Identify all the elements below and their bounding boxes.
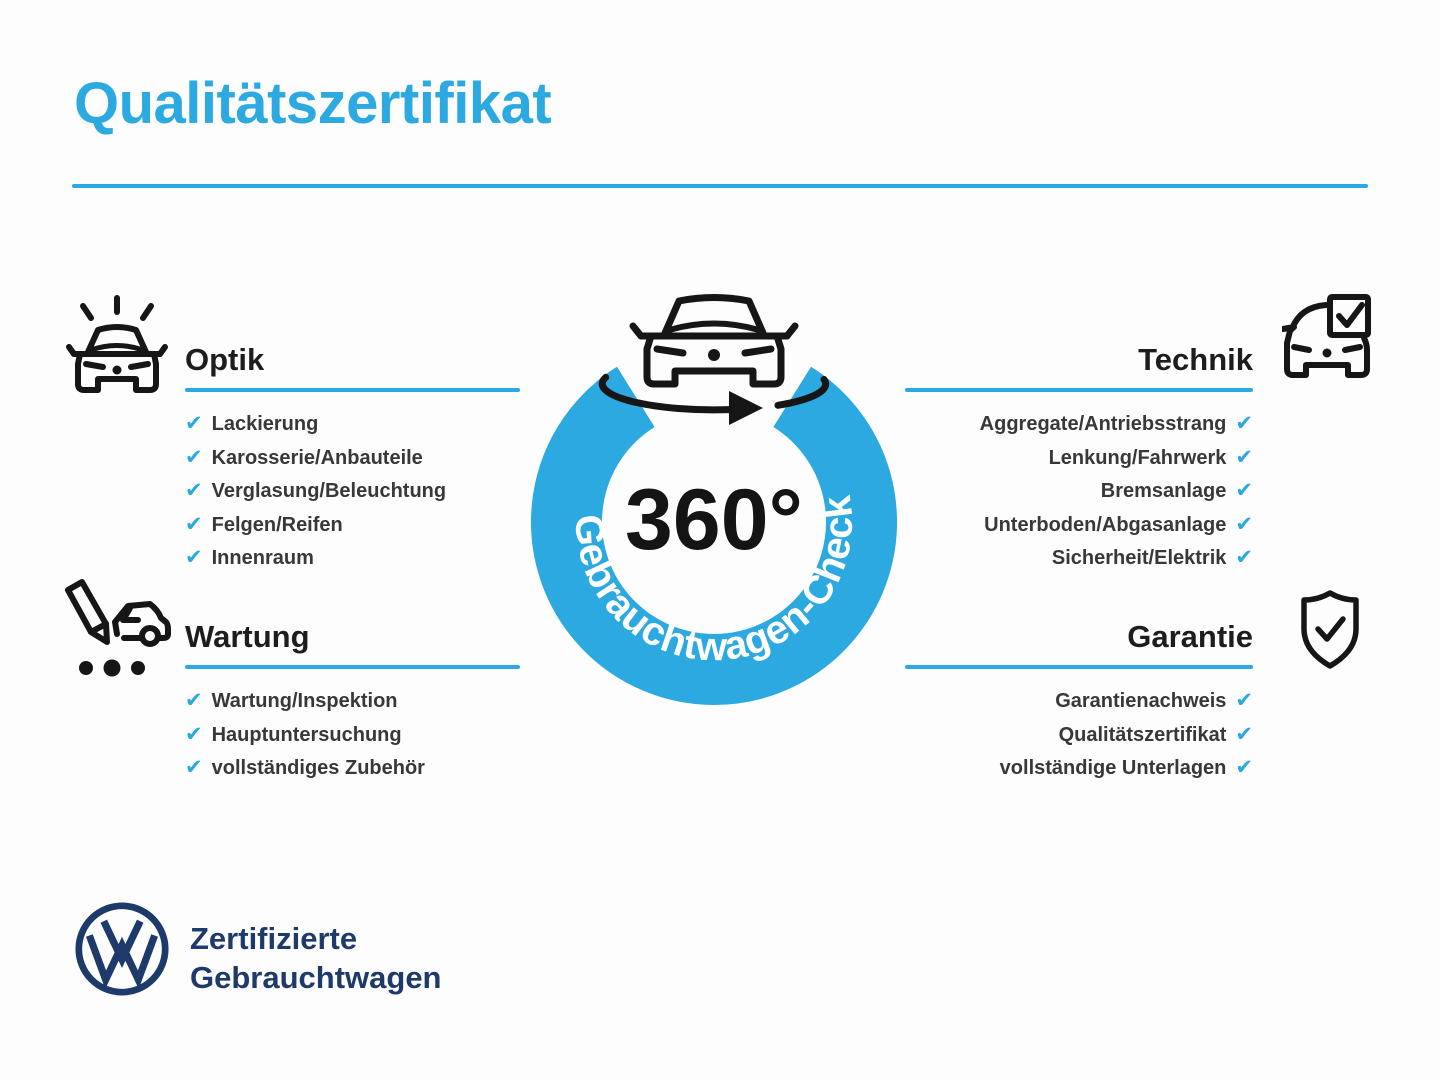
checklist-garantie (905, 685, 1253, 786)
checklist-item (185, 719, 520, 753)
check-icon: ✔ (1235, 755, 1253, 780)
section-title-technik: Technik (1138, 342, 1253, 377)
checklist-item-label: Verglasung/Beleuchtung (211, 480, 447, 503)
checklist-item (905, 442, 1253, 476)
shield-check-icon (1297, 589, 1363, 671)
checklist-item-label: Bremsanlage (1100, 480, 1227, 503)
check-icon: ✔ (1235, 688, 1253, 713)
section-divider (905, 388, 1253, 392)
checklist-item (905, 509, 1253, 543)
checklist-item-label: Wartung/Inspektion (211, 690, 398, 713)
section-garantie (905, 615, 1253, 786)
checklist-item-label: Sicherheit/Elektrik (1051, 547, 1227, 570)
checklist-item (185, 442, 520, 476)
car-checkbox-icon (1282, 294, 1374, 394)
360-check-badge (479, 287, 949, 757)
check-icon: ✔ (1235, 721, 1253, 746)
checklist-item-label: Lenkung/Fahrwerk (1048, 446, 1227, 469)
checklist-item (905, 475, 1253, 509)
section-optik (185, 338, 520, 576)
checklist-item (905, 685, 1253, 719)
service-pencil-car-icon (62, 576, 176, 682)
checklist-item (185, 408, 520, 442)
check-icon: ✔ (185, 411, 203, 436)
check-icon: ✔ (185, 721, 203, 746)
checklist-item-label: Innenraum (211, 547, 314, 570)
checklist-item-label: Karosserie/Anbauteile (211, 446, 423, 469)
checklist-item (905, 408, 1253, 442)
check-icon: ✔ (185, 545, 203, 570)
check-icon: ✔ (185, 755, 203, 780)
checklist-item-label: Hauptuntersuchung (211, 723, 402, 746)
checklist-optik (185, 408, 520, 576)
section-divider (185, 665, 520, 669)
check-icon: ✔ (185, 688, 203, 713)
checklist-item (185, 752, 520, 786)
checklist-item-label: vollständige Unterlagen (999, 757, 1227, 780)
checklist-item (185, 685, 520, 719)
checklist-item-label: Lackierung (211, 413, 319, 436)
checklist-item-label: Garantienachweis (1055, 690, 1227, 713)
page-title: Qualitätszertifikat (74, 71, 552, 136)
checklist-item-label: Felgen/Reifen (211, 513, 343, 536)
checklist-item (905, 542, 1253, 576)
brand-line-2: Gebrauchtwagen (190, 960, 442, 995)
ring-label: Gebrauchtwagen-Check (566, 492, 862, 670)
checklist-item-label: Unterboden/Abgasanlage (984, 513, 1227, 536)
check-icon: ✔ (1235, 545, 1253, 570)
section-divider (905, 665, 1253, 669)
vw-logo-icon (74, 901, 170, 997)
checklist-item-label: Qualitätszertifikat (1058, 723, 1227, 746)
brand-line-1: Zertifizierte (190, 921, 358, 956)
title-divider (72, 184, 1368, 188)
checklist-item (185, 542, 520, 576)
brand-wordmark (190, 919, 442, 997)
checklist-item-label: Aggregate/Antriebsstrang (979, 413, 1227, 436)
checklist-item-label: vollständiges Zubehör (211, 757, 425, 780)
section-divider (185, 388, 520, 392)
section-title-garantie: Garantie (1127, 619, 1253, 654)
checklist-wartung (185, 685, 520, 786)
checklist-item (905, 719, 1253, 753)
section-title-wartung: Wartung (185, 619, 310, 654)
section-title-optik: Optik (185, 342, 265, 377)
checklist-item (185, 475, 520, 509)
section-wartung (185, 615, 520, 786)
check-icon: ✔ (185, 511, 203, 536)
check-icon: ✔ (1235, 411, 1253, 436)
checklist-item (905, 752, 1253, 786)
check-icon: ✔ (1235, 511, 1253, 536)
check-icon: ✔ (1235, 444, 1253, 469)
section-technik (905, 338, 1253, 576)
check-icon: ✔ (185, 444, 203, 469)
checklist-item (185, 509, 520, 543)
check-icon: ✔ (1235, 478, 1253, 503)
check-icon: ✔ (185, 478, 203, 503)
rotation-arrowhead (729, 391, 763, 425)
checklist-technik (905, 408, 1253, 576)
degree-value: 360° (625, 472, 803, 568)
car-shine-icon (58, 292, 176, 402)
car-emblem-dot (708, 349, 720, 361)
